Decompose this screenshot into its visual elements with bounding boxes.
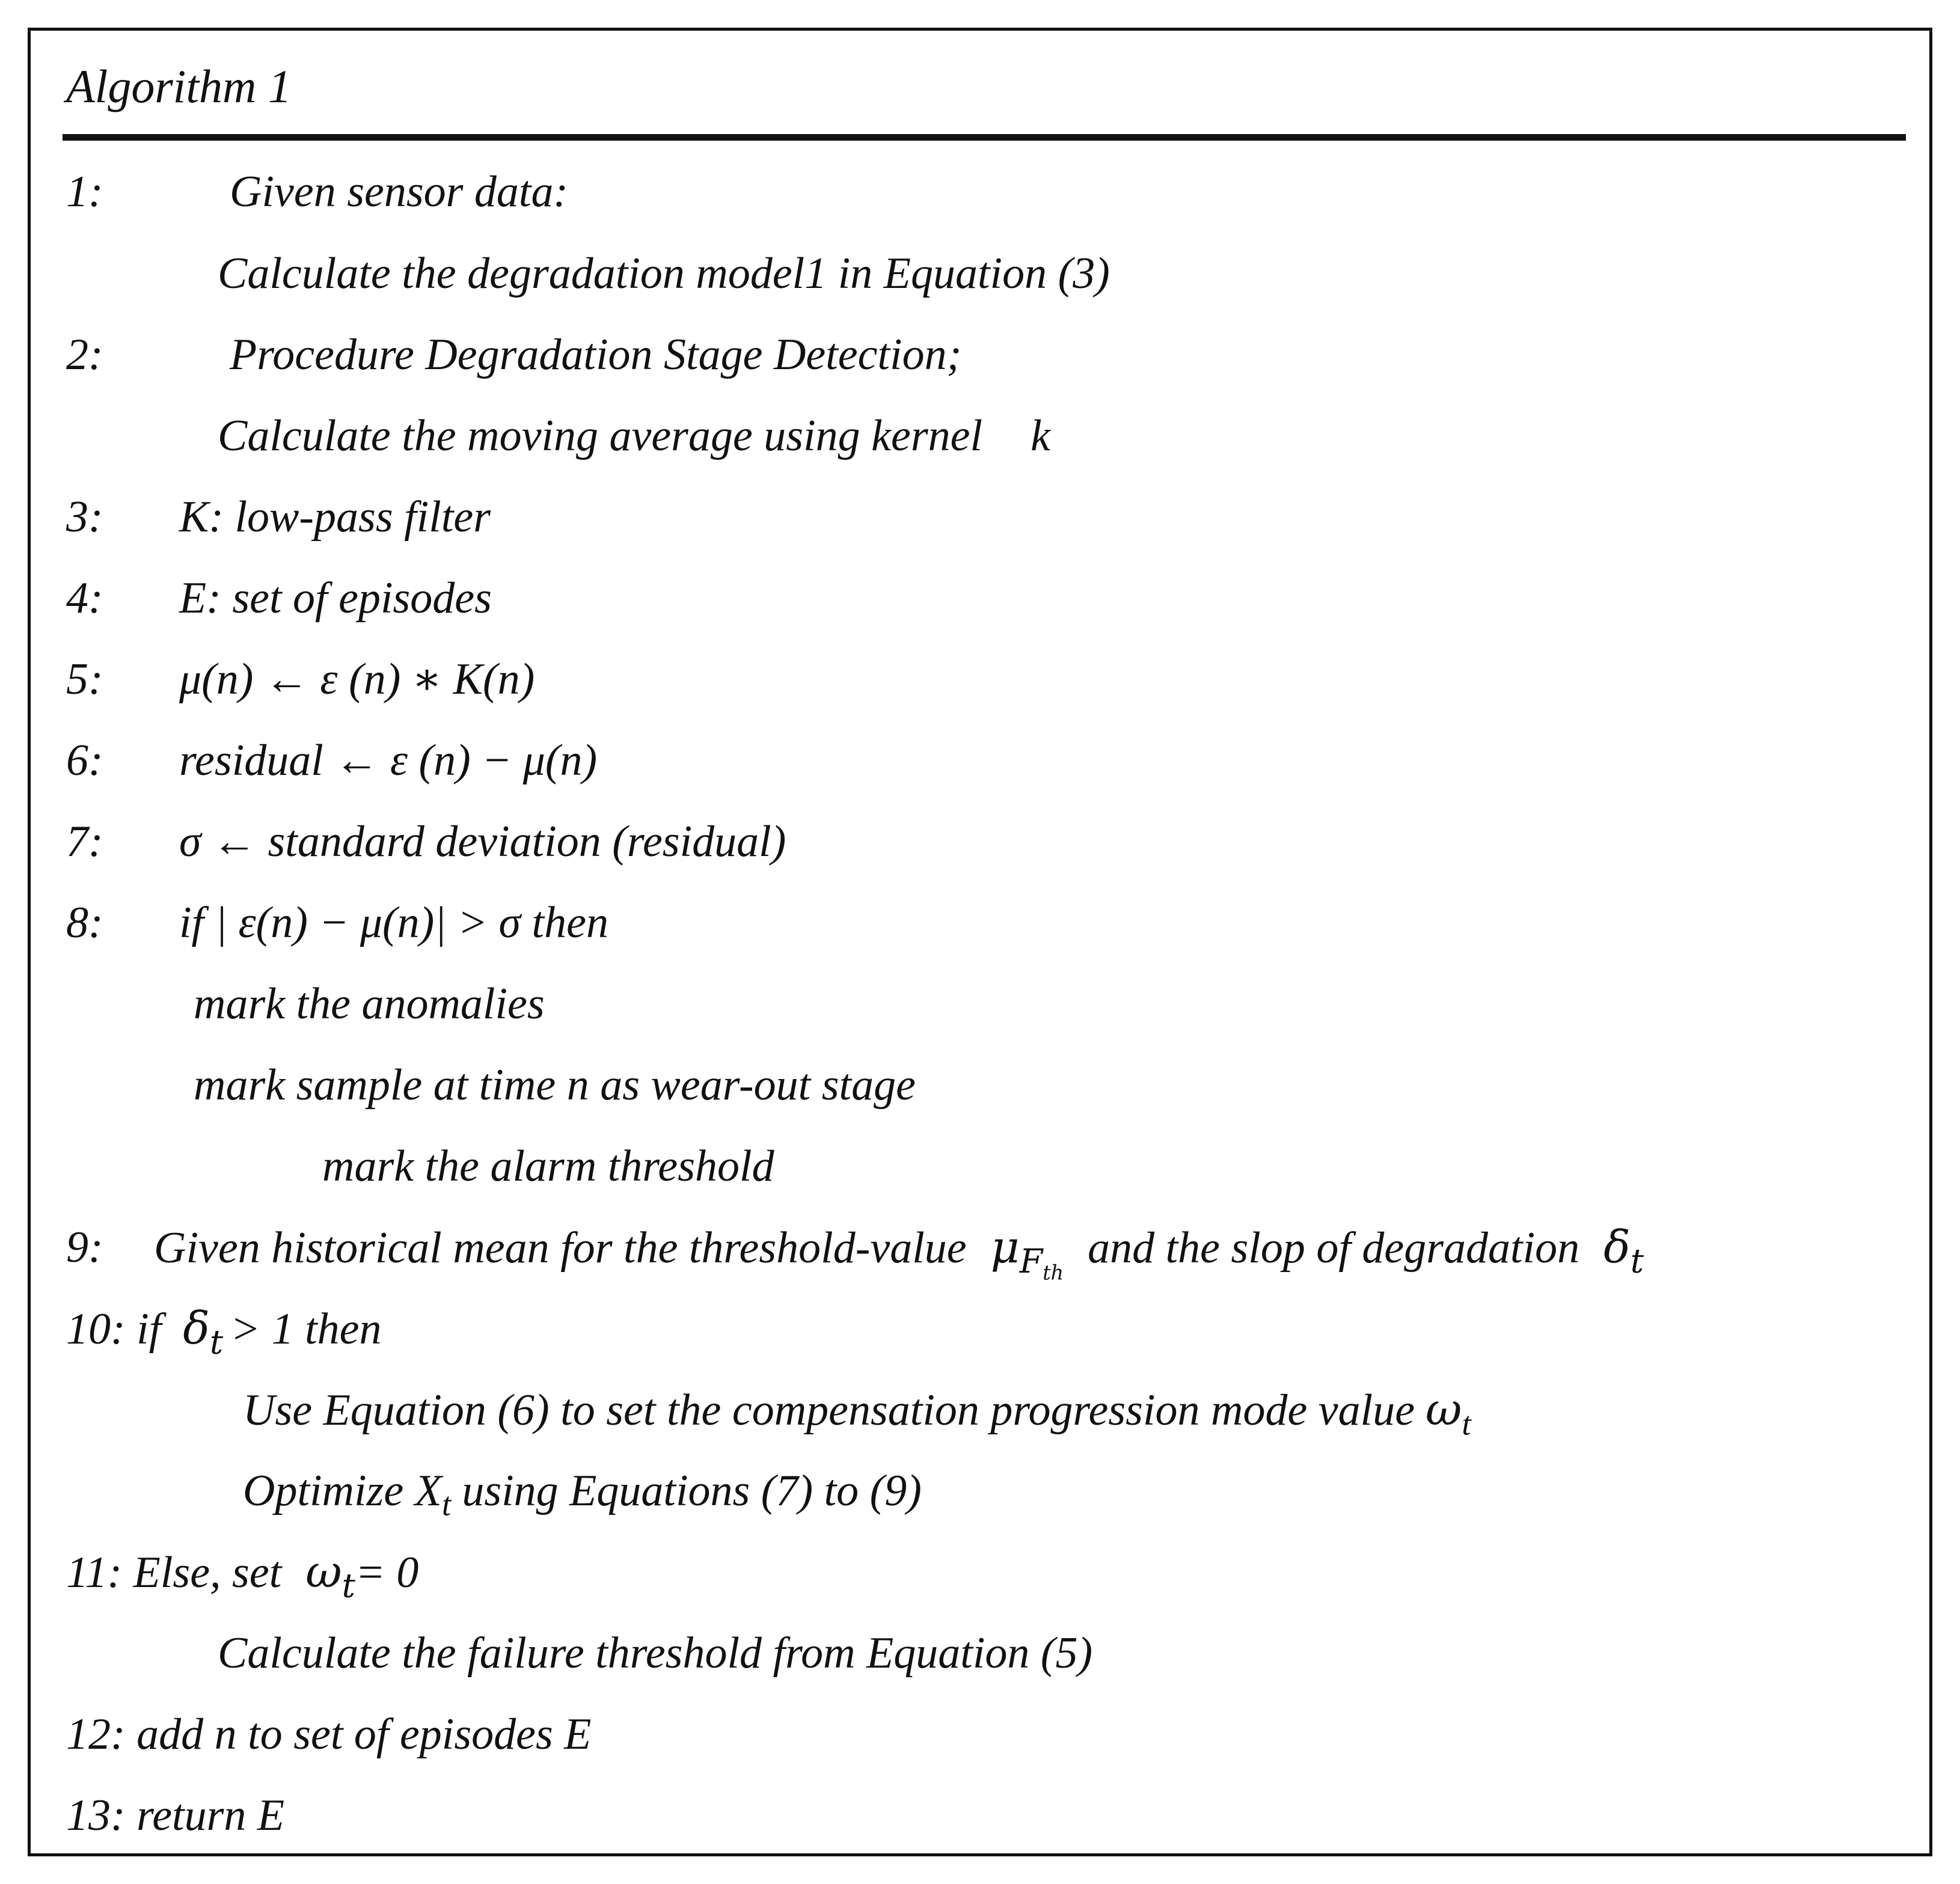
line-9-text-a: Given historical mean for the threshold-value xyxy=(154,1223,967,1273)
line-2-text: Procedure Degradation Stage Detection; xyxy=(230,330,962,379)
optimize-rest: using Equations (7) to (9) xyxy=(462,1466,922,1515)
line-6-text: residual ← ε (n) − μ(n) xyxy=(179,736,598,785)
omega-symbol: ω xyxy=(1426,1384,1462,1436)
line-10-sub-b xyxy=(243,1466,922,1523)
x-subscript: t xyxy=(441,1486,452,1523)
line-11 xyxy=(66,1546,419,1606)
line-2-sub xyxy=(218,411,1050,460)
line-8-sub-a: mark the anomalies xyxy=(194,979,545,1029)
omega-subscript: t xyxy=(1462,1405,1471,1443)
line-2-sub-text: Calculate the moving average using kernel xyxy=(218,411,983,460)
line-number-9: 9: xyxy=(66,1223,103,1272)
mu-symbol: μ xyxy=(990,1222,1020,1273)
delta-symbol: δ xyxy=(183,1303,210,1354)
line-number-3: 3: xyxy=(66,492,103,542)
line-8-text: if | ε(n) − μ(n)| > σ then xyxy=(179,898,608,947)
kernel-variable: k xyxy=(1031,411,1050,460)
line-number-5: 5: xyxy=(66,655,103,704)
optimize-text: Optimize X xyxy=(243,1466,442,1515)
line-10-sub-a-text: Use Equation (6) to set the compensation progression mode value xyxy=(243,1386,1415,1435)
line-10-sub-a xyxy=(243,1384,1471,1443)
line-5-text: μ(n) ← ε (n) ∗ K(n) xyxy=(179,655,535,704)
line-number-4: 4: xyxy=(66,573,103,623)
omega-subscript: t xyxy=(341,1566,355,1606)
line-number-1: 1: xyxy=(66,167,103,216)
line-4-text: E: set of episodes xyxy=(179,573,492,623)
line-7-text: σ ← standard deviation (residual) xyxy=(179,817,786,866)
line-11-text: = 0 xyxy=(355,1548,419,1597)
delta-subscript: t xyxy=(1630,1241,1644,1281)
line-number-8: 8: xyxy=(66,898,103,947)
line-number-2: 2: xyxy=(66,330,103,379)
algorithm-title: Algorithm 1 xyxy=(66,60,292,112)
line-8-sub-c: mark the alarm threshold xyxy=(322,1142,774,1191)
line-9-text-b: and the slop of degradation xyxy=(1088,1223,1580,1273)
line-8-sub-b: mark sample at time n as wear-out stage xyxy=(194,1060,916,1110)
line-13: 13: return E xyxy=(66,1791,285,1840)
title-rule xyxy=(63,134,1906,141)
F-subscript: Fth xyxy=(1019,1241,1064,1285)
line-10 xyxy=(66,1303,382,1362)
line-9-text xyxy=(154,1222,1644,1285)
line-10-text: > 1 then xyxy=(230,1304,382,1354)
line-11-sub: Calculate the failure threshold from Equation (5) xyxy=(218,1629,1093,1678)
line-number-11: 11: Else, set xyxy=(66,1548,282,1597)
delta-subscript: t xyxy=(209,1323,224,1362)
line-number-10: 10: if xyxy=(66,1304,162,1354)
line-number-6: 6: xyxy=(66,736,103,785)
delta-symbol: δ xyxy=(1603,1222,1631,1273)
omega-symbol: ω xyxy=(305,1546,342,1598)
line-3-text: K: low-pass filter xyxy=(179,492,491,542)
line-12: 12: add n to set of episodes E xyxy=(66,1710,592,1759)
line-1-sub: Calculate the degradation model1 in Equation (3) xyxy=(218,249,1110,298)
line-1-text: Given sensor data: xyxy=(230,167,569,216)
line-number-7: 7: xyxy=(66,817,103,866)
